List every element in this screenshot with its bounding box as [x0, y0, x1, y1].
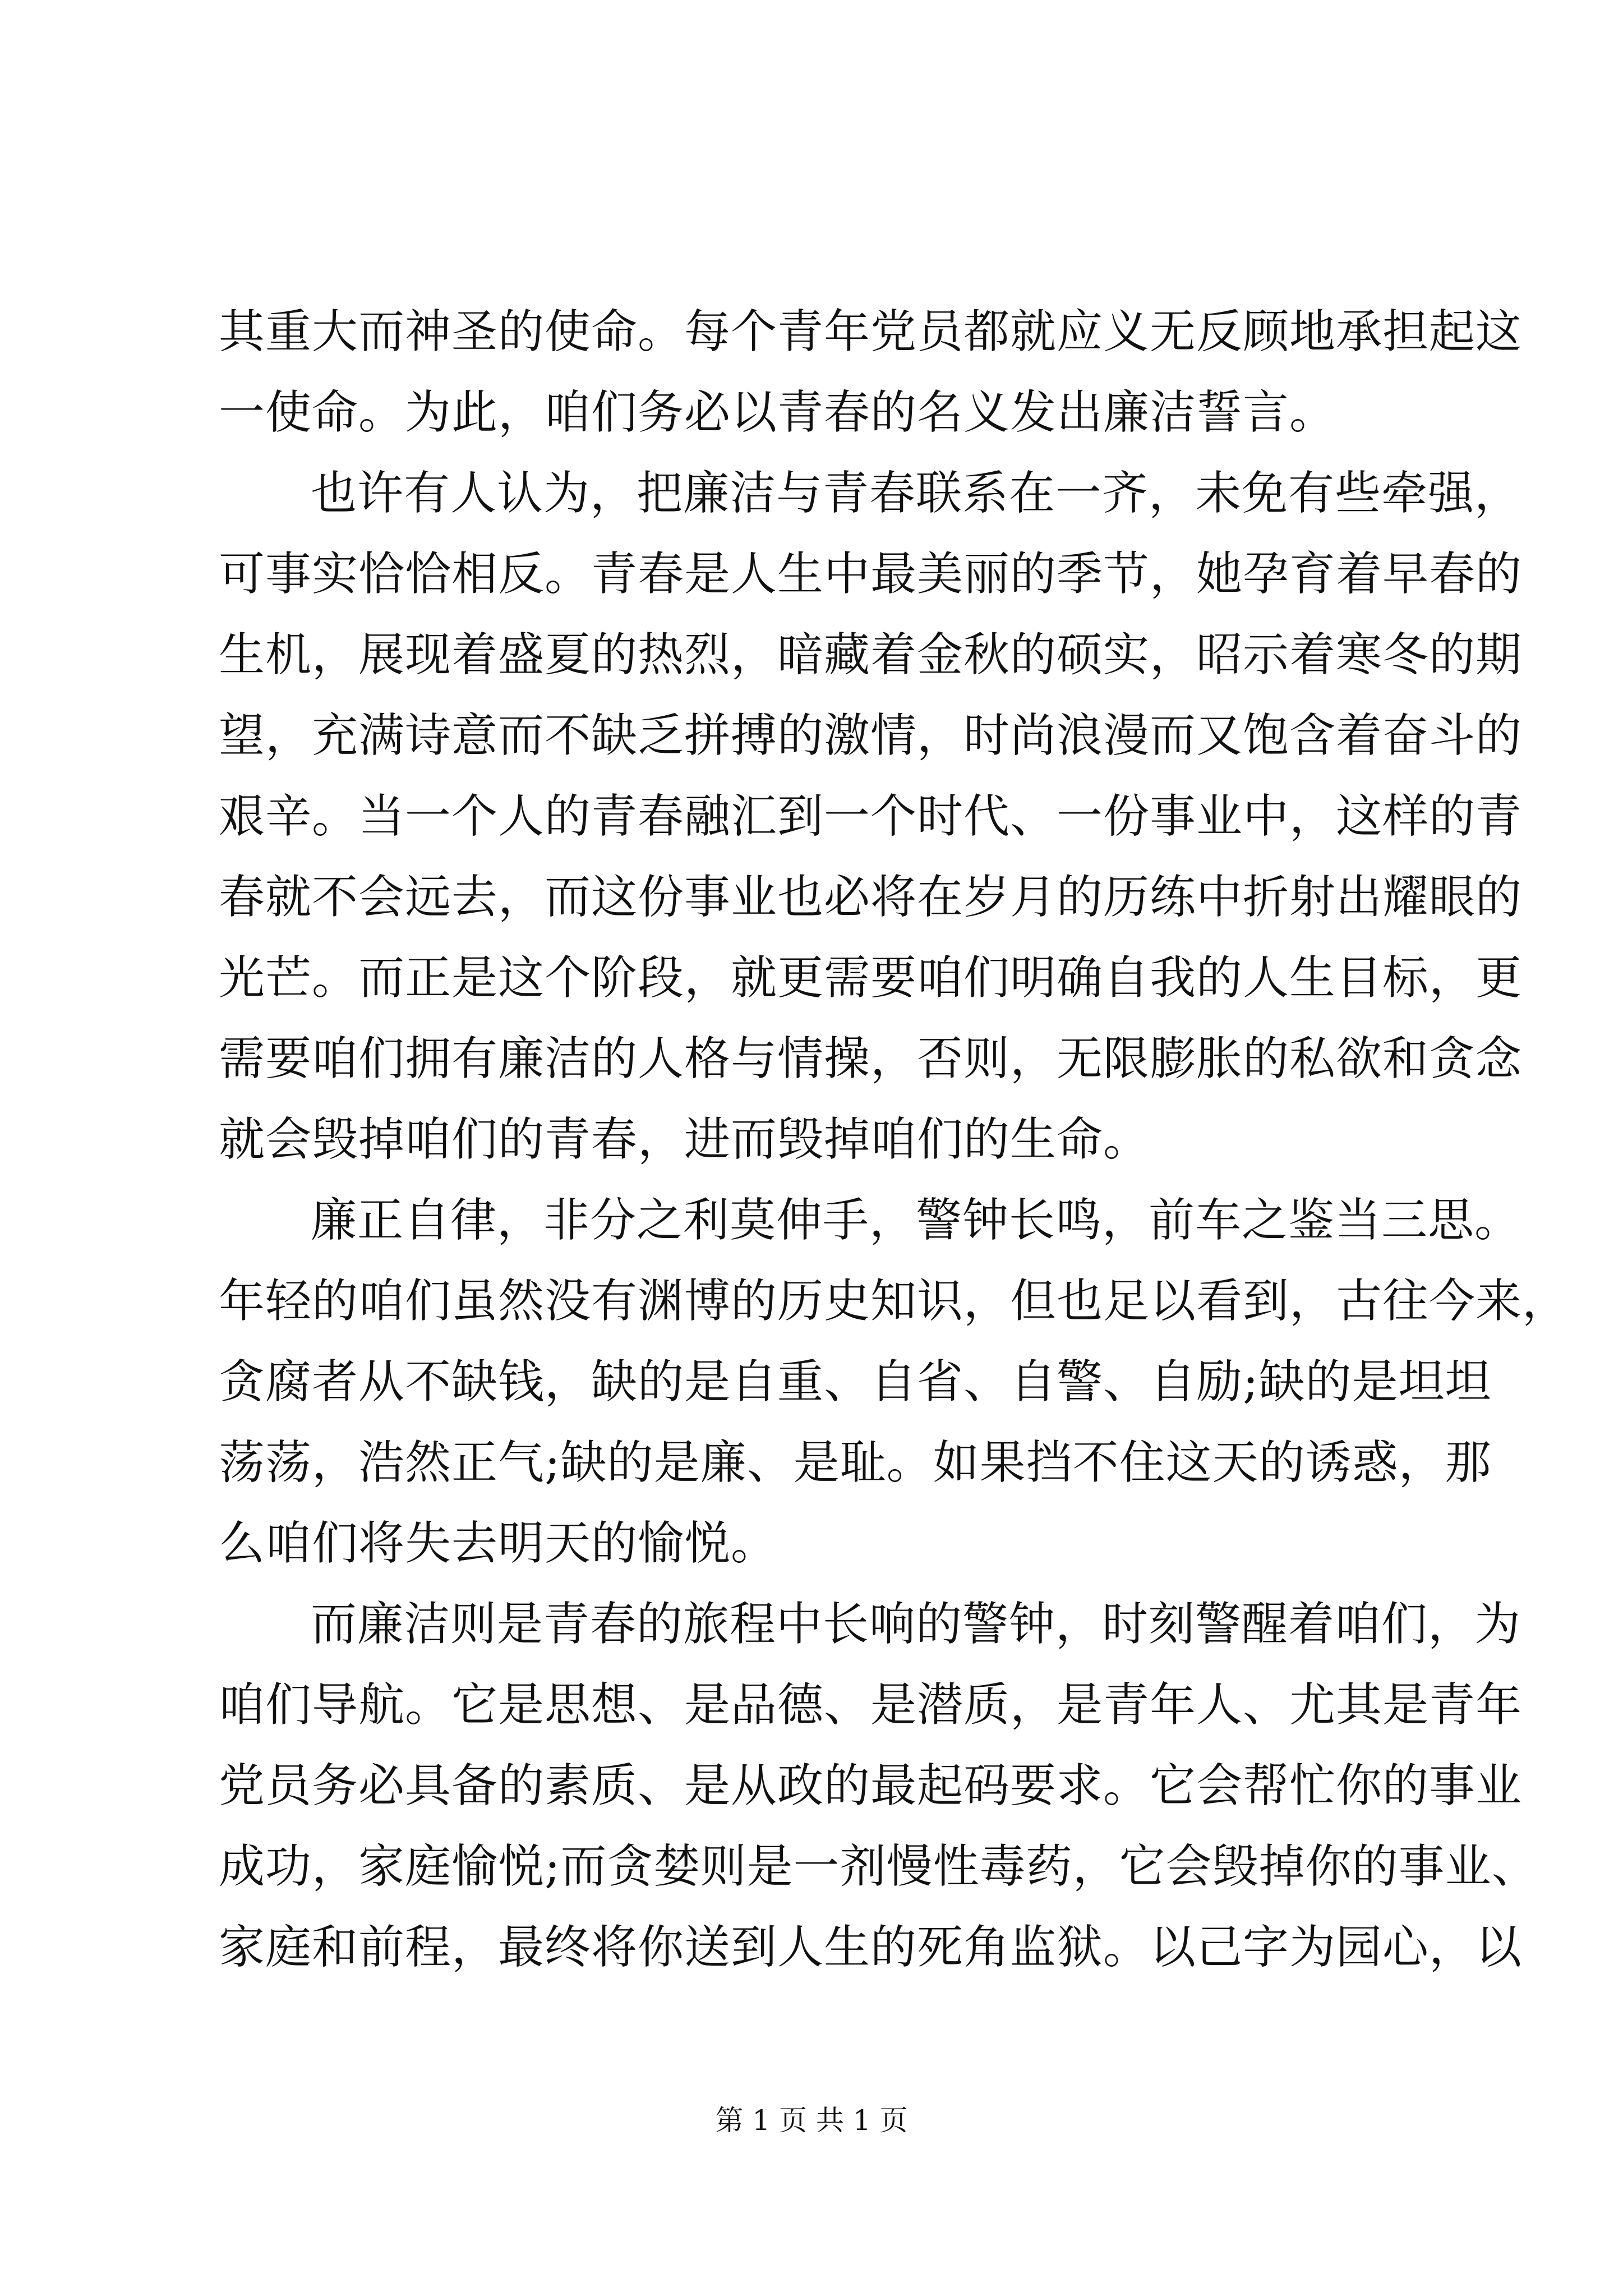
text-line: 年轻的咱们虽然没有渊博的历史知识，但也足以看到，古往今来，	[219, 1274, 1569, 1328]
text-line: 艰辛。当一个人的青春融汇到一个时代、一份事业中，这样的青	[219, 790, 1523, 843]
text-line: 咱们导航。它是思想、是品德、是潜质，是青年人、尤其是青年	[219, 1678, 1523, 1732]
text-line: 成功，家庭愉悦;而贪婪则是一剂慢性毒药，它会毁掉你的事业、	[219, 1840, 1538, 1893]
text-line: 需要咱们拥有廉洁的人格与情操，否则，无限膨胀的私欲和贪念	[219, 1032, 1523, 1085]
text-line: 光芒。而正是这个阶段，就更需要咱们明确自我的人生目标，更	[219, 951, 1523, 1005]
text-line: 春就不会远去，而这份事业也必将在岁月的历练中折射出耀眼的	[219, 871, 1523, 924]
page-number-footer: 第 1 页 共 1 页	[715, 2104, 908, 2137]
text-line: 贪腐者从不缺钱，缺的是自重、自省、自警、自励;缺的是坦坦	[219, 1355, 1492, 1409]
text-line: 生机，展现着盛夏的热烈，暗藏着金秋的硕实，昭示着寒冬的期	[219, 628, 1523, 682]
text-line: 么咱们将失去明天的愉悦。	[219, 1517, 778, 1570]
text-line: 可事实恰恰相反。青春是人生中最美丽的季节，她孕育着早春的	[219, 547, 1523, 601]
text-line: 其重大而神圣的使命。每个青年党员都就应义无反顾地承担起这	[219, 305, 1523, 358]
text-line: 廉正自律，非分之利莫伸手，警钟长鸣，前车之鉴当三思。	[311, 1194, 1521, 1247]
text-line: 望，充满诗意而不缺乏拼搏的激情，时尚浪漫而又饱含着奋斗的	[219, 709, 1523, 762]
text-line: 党员务必具备的素质、是从政的最起码要求。它会帮忙你的事业	[219, 1759, 1523, 1812]
text-line: 家庭和前程，最终将你送到人生的死角监狱。以己字为园心，以	[219, 1921, 1523, 1974]
text-line: 一使命。为此，咱们务必以青春的名义发出廉洁誓言。	[219, 386, 1336, 439]
document-body	[219, 292, 1569, 1988]
text-line: 而廉洁则是青春的旅程中长响的警钟，时刻警醒着咱们，为	[311, 1598, 1521, 1651]
text-line: 就会毁掉咱们的青春，进而毁掉咱们的生命。	[219, 1113, 1150, 1166]
text-line: 也许有人认为，把廉洁与青春联系在一齐，未免有些牵强，	[311, 467, 1521, 520]
text-line: 荡荡，浩然正气;缺的是廉、是耻。如果挡不住这天的诱惑，那	[219, 1436, 1492, 1489]
